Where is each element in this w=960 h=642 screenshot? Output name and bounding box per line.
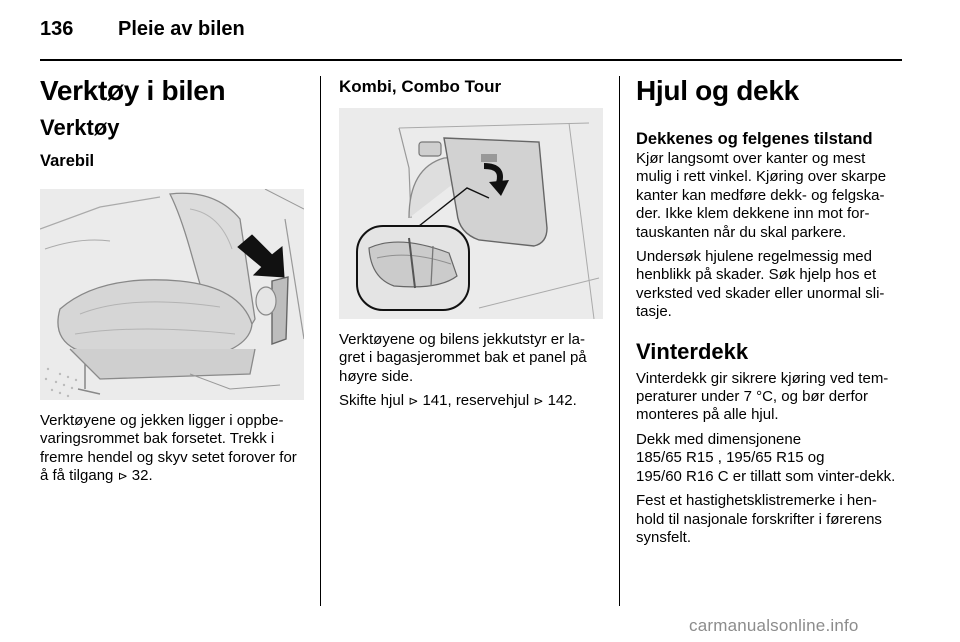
- page-reference-32[interactable]: 32.: [131, 467, 153, 485]
- subsection-title-verktoy: Verktøy: [40, 115, 120, 140]
- running-title: Pleie av bilen: [118, 18, 245, 40]
- middle-column: [339, 72, 603, 417]
- subheading-kombi-combo-tour: Kombi, Combo Tour: [339, 77, 502, 96]
- section-title-verktoy-i-bilen: Verktøy i bilen: [40, 75, 226, 106]
- left-column: [40, 72, 304, 492]
- page-reference-142[interactable]: 142.: [547, 392, 577, 410]
- kombi-reference: Skifte hjul ⊳ 141, reservehjul ⊳ 142.: [339, 392, 577, 410]
- watermark: carmanualsonline.info: [689, 616, 859, 635]
- page-number: 136: [40, 18, 74, 40]
- figure-cargo-panel: [339, 108, 603, 319]
- subheading-varebil: Varebil: [40, 152, 95, 170]
- section-title-hjul-og-dekk: Hjul og dekk: [636, 75, 799, 106]
- page-reference-arrow-icon: ⊳: [533, 394, 544, 409]
- vinterdekk-paragraph-3: Fest et hastighetsklistremerke i hen-hold til nasjonale forskrifter i førerens synsfelt.: [636, 492, 882, 546]
- right-column: [636, 72, 904, 553]
- tilstand-paragraph-2: Undersøk hjulene regelmessig med henblikk på skader. Søk hjelp hos et verksted ved skader eller unormal sli-tasje.: [636, 248, 885, 321]
- column-divider-2: [619, 76, 620, 606]
- column-divider-1: [320, 76, 321, 606]
- tilstand-paragraph-1: Kjør langsomt over kanter og mest mulig i rett vinkel. Kjøring over skarpe kanter kan medføre dekk- og felgska-der. Ikke klem dekkene inn mot for-tauskanten når du skal parkere.: [636, 150, 887, 241]
- vinterdekk-paragraph-1: Vinterdekk gir sikrere kjøring ved tem-peraturer under 7 °C, og bør derfor monteres på alle hjul.: [636, 369, 889, 424]
- header-rule: [40, 59, 902, 61]
- page-reference-141[interactable]: 141, reservehjul: [422, 392, 530, 410]
- vinterdekk-dimensions-paragraph: Dekk med dimensjonene 185/65 R15 , 195/65 R15 og 195/60 R16 C er tillatt som vinter-dekk.: [636, 430, 896, 485]
- page-reference-arrow-icon: ⊳: [117, 469, 128, 484]
- kombi-caption: Verktøyene og bilens jekkutstyr er la-gret i bagasjerommet bak et panel på høyre side.: [339, 331, 587, 385]
- seat-illustration: [40, 189, 304, 400]
- subsection-title-vinterdekk: Vinterdekk: [636, 338, 749, 364]
- cargo-illustration: [339, 108, 603, 319]
- subheading-dekkenes-tilstand: Dekkenes og felgenes tilstand: [636, 130, 873, 148]
- figure-seat-tool-compartment: [40, 189, 304, 400]
- page-reference-arrow-icon: ⊳: [408, 394, 419, 409]
- varebil-caption: Verktøyene og jekken ligger i oppbe-varingsrommet bak forsetet. Trekk i fremre hendel og skyv setet forover for å få tilgang ⊳ 32.: [40, 412, 297, 485]
